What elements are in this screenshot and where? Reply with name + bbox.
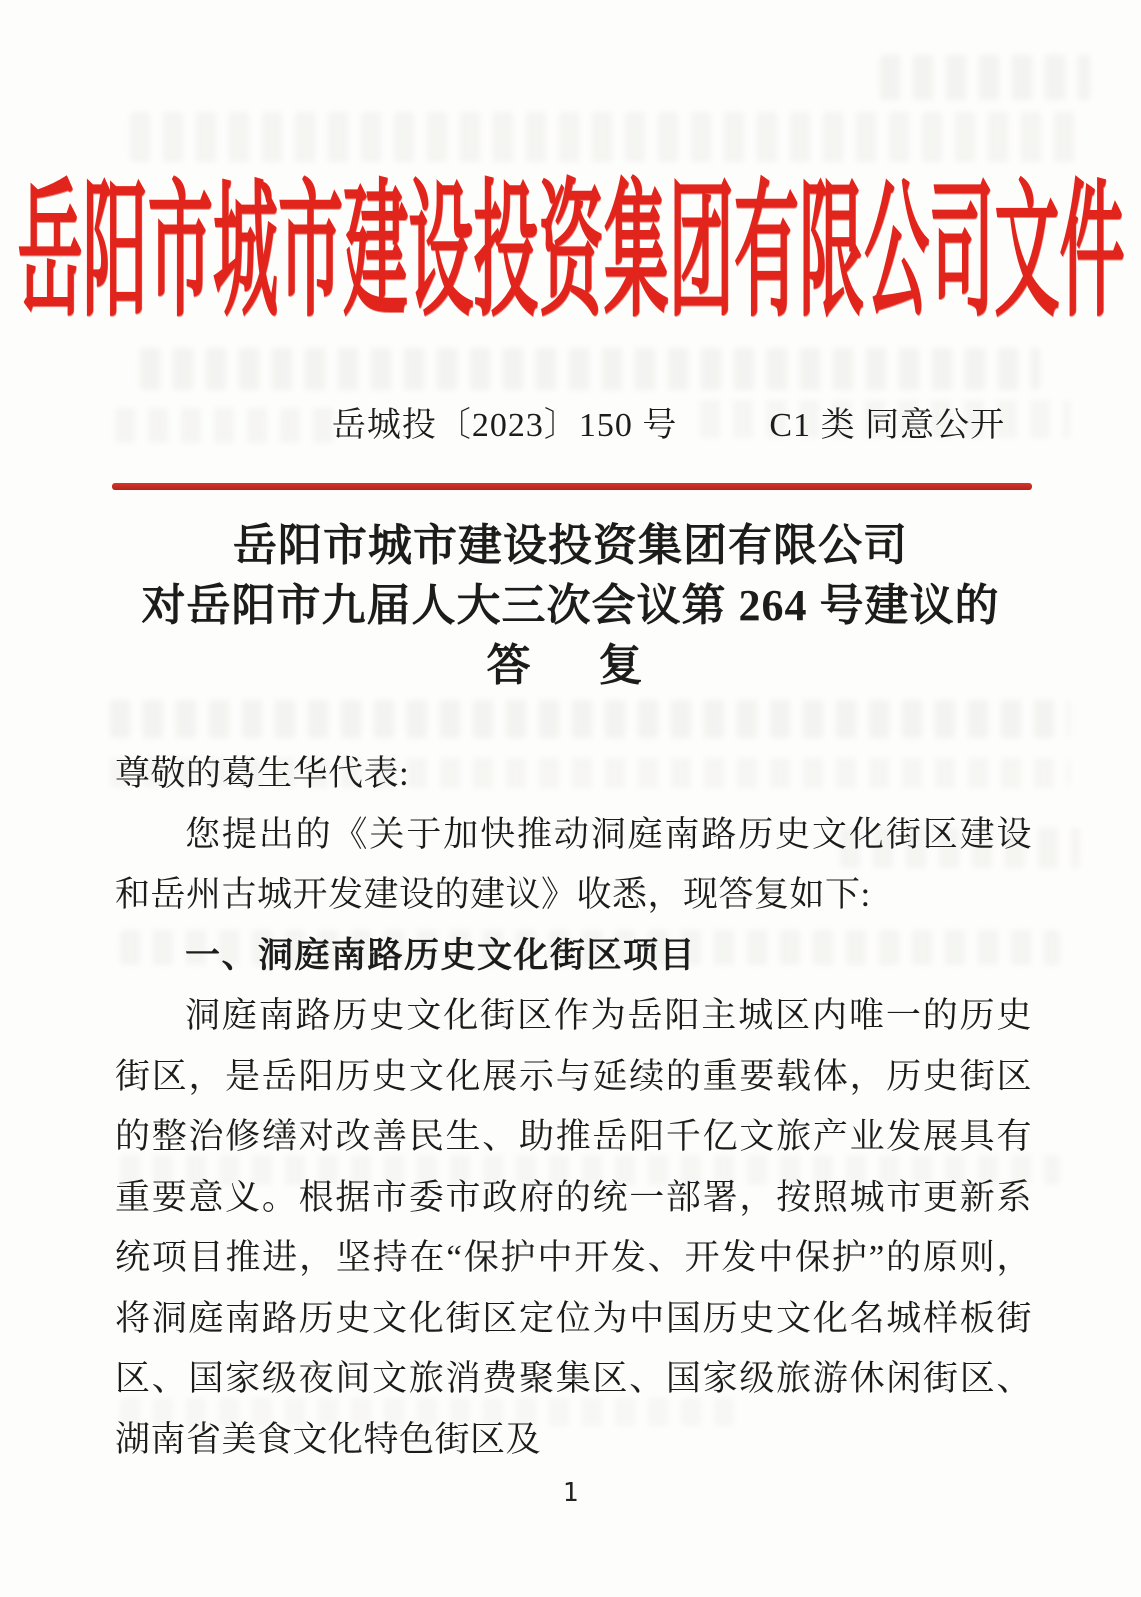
document-title-line-1: 岳阳市城市建设投资集团有限公司 xyxy=(233,521,908,570)
document-title-line-2: 对岳阳市九届人大三次会议第 264 号建议的 xyxy=(141,581,1000,630)
body-paragraph: 洞庭南路历史文化街区作为岳阳主城区内唯一的历史街区，是岳阳历史文化展示与延续的重要载体，历史街区的整治修缮对改善民生、助推岳阳千亿文旅产业发展具有重要意义。根据市委市政府的统一部署，按照城市更新系统项目推进，坚持在“保护中开发、开发中保护”的原则，将洞庭南路历史文化街区定位为中国历史文化名城样板街区、国家级夜间文旅消费聚集区、国家级旅游休闲街区、湖南省美食文化特色街区及 xyxy=(115,996,1032,1459)
bleedthrough-ghost xyxy=(140,348,1040,390)
page-number: 1 xyxy=(562,1478,579,1508)
document-title-line-3: 答 复 xyxy=(486,641,655,690)
document-number: 岳城投〔2023〕150 号 xyxy=(331,406,678,444)
bleedthrough-ghost xyxy=(130,112,1080,162)
classification-label: C1 类 同意公开 xyxy=(769,406,1006,444)
document-masthead xyxy=(0,168,1141,338)
salutation: 尊敬的葛生华代表: xyxy=(115,754,410,793)
body-paragraph: 您提出的《关于加快推动洞庭南路历史文化街区建设和岳州古城开发建设的建议》收悉，现答复如下: xyxy=(115,814,1032,914)
bleedthrough-ghost xyxy=(880,55,1090,100)
masthead-org-name: 岳阳市城市建设投资集团有限公司文件 xyxy=(16,171,1125,335)
document-body xyxy=(115,744,1032,1470)
masthead-divider-rule xyxy=(112,483,1032,490)
document-title xyxy=(70,516,1071,696)
section-heading: 一、洞庭南路历史文化街区项目 xyxy=(185,935,697,975)
bleedthrough-ghost xyxy=(110,700,1070,738)
document-meta-row xyxy=(98,396,1141,446)
